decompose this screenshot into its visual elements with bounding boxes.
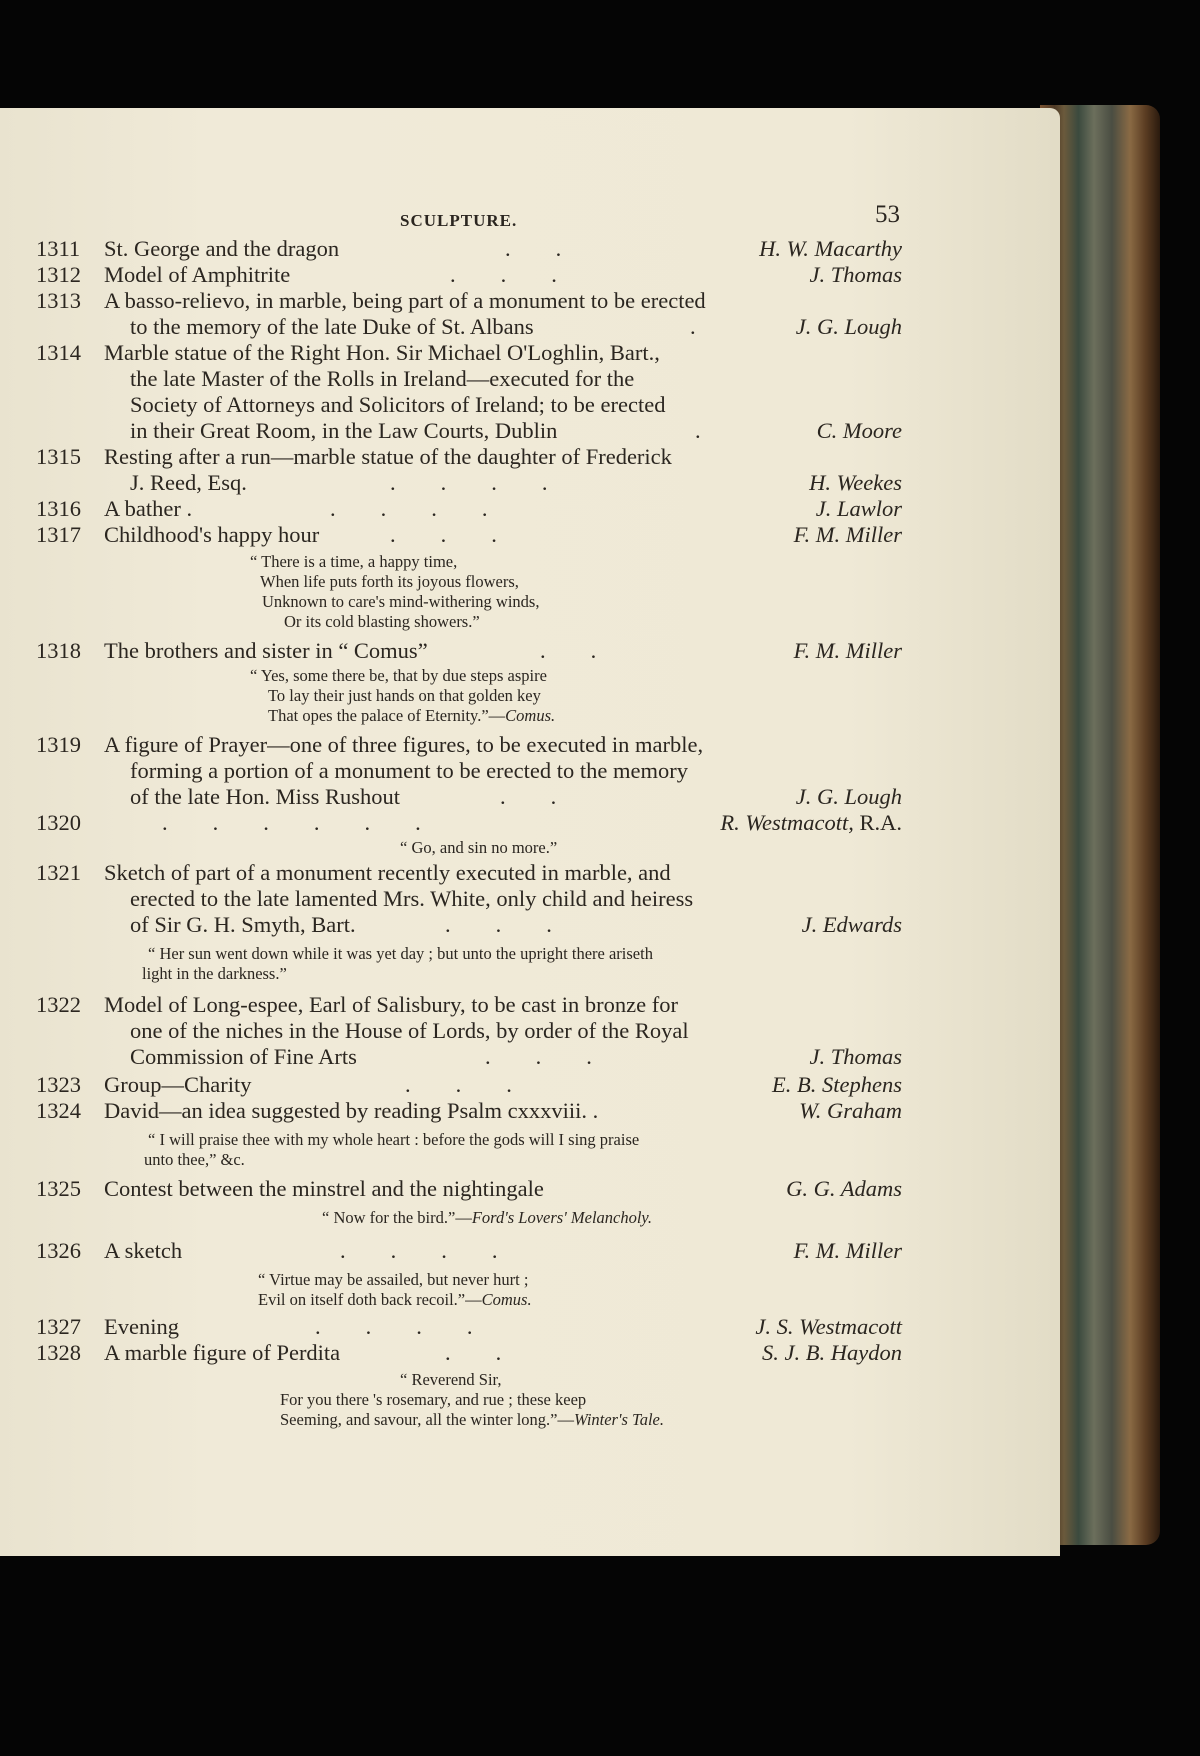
artist-name [796,314,902,340]
entry-title: The brothers and sister in “ Comus” [104,638,428,663]
artist-name-text: J. S. Westmacott [755,1314,902,1339]
entry-title: Evening [104,1314,179,1339]
entry-line [0,860,1060,886]
quotation-text: “ Her sun went down while it was yet day ; but unto the upright there ariseth [148,944,653,963]
entry-line [0,732,1060,758]
leader-dots: . . [505,236,562,261]
quotation-text: When life puts forth its joyous flowers, [260,572,519,591]
quotation-line [148,1130,639,1150]
artist-name [794,638,902,664]
quotation-line [250,666,547,686]
artist-name-text: F. M. Miller [793,522,902,547]
entry-number: 1321 [36,860,81,885]
quotation-line [258,1290,532,1310]
leader-dots: . . [500,784,557,809]
entry-number: 1313 [36,288,81,313]
leader-dots: . . [540,638,597,663]
artist-name-text: J. G. Lough [795,784,902,809]
artist-name [772,1072,902,1098]
entry-line [0,886,1060,912]
artist-name-text: R. Westmacott, [720,810,854,835]
leader-dots: . . . [405,1072,512,1097]
artist-name [809,262,902,288]
entry-number: 1320 [36,810,81,835]
entry-title: St. George and the dragon [104,236,340,261]
entry-title: Resting after a run—marble statue of the daughter of Frederick [104,444,672,469]
book-page [0,108,1060,1556]
artist-name-text: G. G. Adams [786,1176,902,1201]
leader-dots: . [690,314,696,339]
artist-name-text: C. Moore [816,418,902,443]
quotation-text: Or its cold blasting showers.” [284,612,480,631]
quotation-line [250,552,457,572]
quotation-text: light in the darkness.” [142,964,287,983]
entry-line [0,810,1060,836]
quotation-line [322,1208,652,1228]
quotation-line [144,1150,245,1170]
leader-dots: . [695,418,701,443]
entry-line [0,366,1060,392]
quotation-line [258,1270,528,1290]
quotation-line [400,838,557,858]
artist-name-text: H. Weekes [809,470,902,495]
quotation-line [284,612,480,632]
entry-title: in their Great Room, in the Law Courts, Dublin [130,418,558,443]
entry-number: 1324 [36,1098,81,1123]
leader-dots: . . . . [330,496,488,521]
leader-dots: . . . . . . [162,810,421,835]
quotation-text: “ Reverend Sir, [400,1370,502,1389]
artist-name-text: F. M. Miller [793,638,902,663]
artist-name [816,496,902,522]
artist-name [799,1098,902,1124]
artist-name [794,1238,902,1264]
quotation-line [400,1370,502,1390]
entry-title: Society of Attorneys and Solicitors of Ireland; to be erected [130,392,666,417]
artist-name [794,522,902,548]
entry-title: of Sir G. H. Smyth, Bart. [130,912,356,937]
entry-line [0,758,1060,784]
quotation-source: Ford's Lovers' Melancholy. [471,1208,652,1227]
entry-line [0,638,1060,664]
quotation-text: For you there 's rosemary, and rue ; these keep [280,1390,587,1409]
artist-name [762,1340,902,1366]
artist-name [809,1044,902,1070]
entry-title: Childhood's happy hour [104,522,320,547]
entry-line [0,418,1060,444]
entry-number: 1327 [36,1314,81,1339]
artist-name-text: E. B. Stephens [772,1072,902,1097]
entry-line [0,784,1060,810]
artist-name-text: H. W. Macarthy [759,236,902,261]
entry-line [0,1340,1060,1366]
entry-title: David—an idea suggested by reading Psalm cxxxviii. . [104,1098,599,1123]
entry-title: forming a portion of a monument to be erected to the memory [130,758,688,783]
entry-line [0,340,1060,366]
artist-name [759,236,902,262]
entry-number: 1311 [36,236,81,261]
entry-line [0,1018,1060,1044]
entry-line [0,1176,1060,1202]
leader-dots: . . . . [340,1238,498,1263]
quotation-text: “ Go, and sin no more.” [400,838,558,857]
quotation-text: “ I will praise thee with my whole heart : before the gods will I sing praise [148,1130,640,1149]
entry-line [0,314,1060,340]
artist-suffix: R.A. [853,810,902,835]
entry-title: one of the niches in the House of Lords, by order of the Royal [130,1018,689,1043]
artist-name-text: J. G. Lough [795,314,902,339]
quotation-line [260,572,519,592]
entry-title: Model of Long-espee, Earl of Salisbury, to be cast in bronze for [104,992,678,1017]
entry-line [0,392,1060,418]
entry-line [0,262,1060,288]
entry-line [0,1044,1060,1070]
quotation-text: “ There is a time, a happy time, [250,552,458,571]
entry-number: 1315 [36,444,81,469]
entry-line [0,1098,1060,1124]
entry-title: to the memory of the late Duke of St. Albans [130,314,534,339]
entry-number: 1328 [36,1340,81,1365]
entry-number: 1322 [36,992,81,1017]
entry-line [0,522,1060,548]
quotation-line [268,686,541,706]
entry-title: Model of Amphitrite [104,262,291,287]
quotation-line [280,1390,586,1410]
leader-dots: . . . [445,912,552,937]
leader-dots: . . . . [315,1314,473,1339]
quotation-text: That opes the palace of Eternity.”— [268,706,506,725]
quotation-source: Winter's Tale. [573,1410,665,1429]
entry-title: the late Master of the Rolls in Ireland—executed for the [130,366,635,391]
leader-dots: . . [445,1340,502,1365]
artist-name [786,1176,902,1202]
entry-title: A bather . [104,496,193,521]
artist-name-text: J. Thomas [809,262,902,287]
artist-name [755,1314,902,1340]
entry-line [0,496,1060,522]
quotation-source: Comus. [505,706,556,725]
entry-line [0,470,1060,496]
entry-title: of the late Hon. Miss Rushout [130,784,400,809]
quotation-text: To lay their just hands on that golden key [268,686,541,705]
entry-number: 1312 [36,262,81,287]
quotation-text: “ Virtue may be assailed, but never hurt ; [258,1270,529,1289]
entry-title: Group—Charity [104,1072,252,1097]
leader-dots: . . . [390,522,497,547]
entry-number: 1316 [36,496,81,521]
leader-dots: . . . . [390,470,548,495]
entry-title: A figure of Prayer—one of three figures, to be executed in marble, [104,732,704,757]
quotation-source: Comus. [481,1290,532,1309]
entry-line [0,288,1060,314]
entry-title: A sketch [104,1238,183,1263]
entry-line [0,236,1060,262]
quotation-line [262,592,539,612]
quotation-text: Seeming, and savour, all the winter long.”— [280,1410,574,1429]
leader-dots: . . . [450,262,557,287]
leader-dots: . . . [485,1044,592,1069]
entry-line [0,1314,1060,1340]
artist-name [720,810,902,836]
quotation-text: “ Yes, some there be, that by due steps aspire [250,666,547,685]
quotation-line [268,706,555,726]
entry-title: A marble figure of Perdita [104,1340,341,1365]
quotation-line [280,1410,664,1430]
artist-name [802,912,902,938]
quotation-text: Evil on itself doth back recoil.”— [258,1290,482,1309]
entry-line [0,1072,1060,1098]
entry-line [0,444,1060,470]
quotation-text: Unknown to care's mind-withering winds, [262,592,540,611]
entry-number: 1318 [36,638,81,663]
page-number: 53 [875,201,900,228]
artist-name [817,418,902,444]
quotation-line [142,964,287,984]
entry-title: erected to the late lamented Mrs. White, only child and heiress [130,886,694,911]
entry-title: Sketch of part of a monument recently executed in marble, and [104,860,671,885]
entry-title: Contest between the minstrel and the nightingale [104,1176,544,1201]
running-head: SCULPTURE. [400,211,518,230]
entry-line [0,992,1060,1018]
quotation-line [148,944,653,964]
entry-number: 1323 [36,1072,81,1097]
entry-title: Commission of Fine Arts [130,1044,357,1069]
artist-name-text: W. Graham [799,1098,902,1123]
artist-name [796,784,902,810]
entry-title: Marble statue of the Right Hon. Sir Michael O'Loghlin, Bart., [104,340,660,365]
entry-line [0,1238,1060,1264]
quotation-text: unto thee,” &c. [144,1150,245,1169]
entry-title: J. Reed, Esq. [130,470,247,495]
entry-title: A basso-relievo, in marble, being part of a monument to be erected [104,288,706,313]
entry-line [0,912,1060,938]
entry-number: 1325 [36,1176,81,1201]
artist-name-text: J. Edwards [801,912,902,937]
artist-name-text: F. M. Miller [793,1238,902,1263]
quotation-text: “ Now for the bird.”— [322,1208,472,1227]
entry-number: 1319 [36,732,81,757]
artist-name [809,470,902,496]
entry-number: 1317 [36,522,81,547]
entry-number: 1314 [36,340,81,365]
artist-name-text: S. J. B. Haydon [762,1340,902,1365]
entry-number: 1326 [36,1238,81,1263]
artist-name-text: J. Thomas [809,1044,902,1069]
artist-name-text: J. Lawlor [815,496,902,521]
